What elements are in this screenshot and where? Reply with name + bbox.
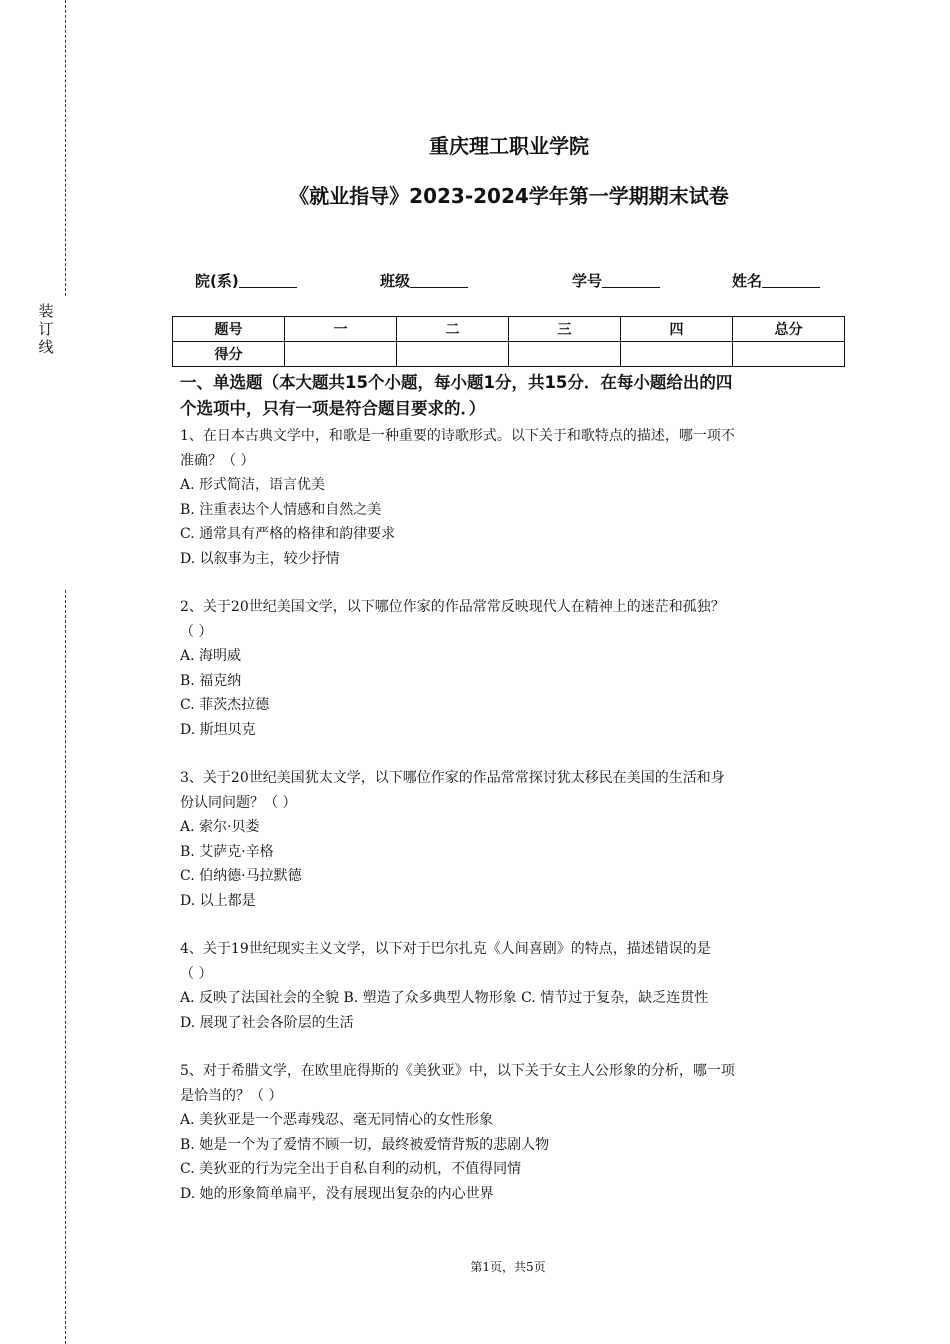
question-5 (180, 1059, 840, 1206)
name-blank[interactable] (762, 271, 820, 288)
question-stem: 份认同问题？（ ） (180, 794, 297, 811)
dept-field[interactable] (195, 270, 297, 291)
question-stem: 5、对于希腊文学，在欧里庇得斯的《美狄亚》中，以下关于女主人公形象的分析，哪一项 (180, 1063, 735, 1079)
question-option[interactable]: B. 福克纳 (180, 672, 242, 689)
question-option[interactable]: D. 以上都是 (180, 892, 256, 909)
score-input-cell[interactable] (733, 342, 845, 367)
binding-char: 线 (38, 338, 54, 356)
score-table-cell: 一 (285, 317, 397, 342)
exam-title: 《就业指导》2023-2024学年第一学期期末试卷 (289, 184, 729, 208)
score-table-header-row (173, 317, 845, 342)
question-option[interactable]: A. 海明威 (180, 648, 242, 664)
question-option[interactable]: B. 注重表达个人情感和自然之美 (180, 501, 382, 518)
question-option[interactable]: C. 伯纳德·马拉默德 (180, 868, 302, 884)
question-stem: （ ） (180, 623, 213, 640)
question-option[interactable]: D. 斯坦贝克 (180, 721, 256, 738)
question-stem: 4、关于19世纪现实主义文学，以下对于巴尔扎克《人间喜剧》的特点，描述错误的是 (180, 941, 711, 957)
dept-label: 院(系) (195, 272, 239, 290)
score-table-cell: 三 (509, 317, 621, 342)
class-field[interactable] (380, 270, 468, 291)
exam-content (180, 370, 840, 1206)
question-stem: 是恰当的？（ ） (180, 1087, 283, 1104)
binding-line-bottom (65, 590, 66, 1344)
student-info-row (0, 270, 950, 292)
score-input-cell[interactable] (397, 342, 509, 367)
student-no-label: 学号 (572, 272, 603, 290)
binding-label (38, 302, 54, 356)
question-option[interactable]: A. 反映了法国社会的全貌 B. 塑造了众多典型人物形象 C. 情节过于复杂，缺乏连贯性 (180, 990, 709, 1006)
binding-char: 订 (38, 320, 54, 338)
class-label: 班级 (380, 272, 411, 290)
question-3 (180, 766, 840, 913)
name-field[interactable] (732, 270, 820, 291)
question-4 (180, 937, 840, 1035)
score-table-cell: 二 (397, 317, 509, 342)
student-no-blank[interactable] (602, 271, 660, 288)
question-option[interactable]: C. 菲茨杰拉德 (180, 697, 270, 713)
question-option[interactable]: C. 美狄亚的行为完全出于自私自利的动机，不值得同情 (180, 1161, 522, 1177)
score-table-cell: 得分 (173, 342, 285, 367)
score-input-cell[interactable] (621, 342, 733, 367)
score-input-cell[interactable] (509, 342, 621, 367)
question-option[interactable]: D. 她的形象简单扁平，没有展现出复杂的内心世界 (180, 1185, 494, 1202)
score-table-cell: 四 (621, 317, 733, 342)
question-option[interactable]: A. 索尔·贝娄 (180, 819, 260, 835)
question-option[interactable]: A. 美狄亚是一个恶毒残忍、毫无同情心的女性形象 (180, 1112, 494, 1128)
dept-blank[interactable] (239, 271, 297, 288)
question-option[interactable]: D. 以叙事为主，较少抒情 (180, 550, 340, 567)
section-title-line: 一、单选题（本大题共15个小题，每小题1分，共15分．在每小题给出的四 (180, 373, 733, 392)
score-table-cell: 题号 (173, 317, 285, 342)
question-stem: 3、关于20世纪美国犹太文学，以下哪位作家的作品常常探讨犹太移民在美国的生活和身 (180, 770, 725, 786)
question-option[interactable]: A. 形式简洁，语言优美 (180, 477, 326, 493)
question-stem: （ ） (180, 965, 213, 982)
question-option[interactable]: C. 通常具有严格的格律和韵律要求 (180, 526, 396, 542)
name-label: 姓名 (732, 272, 763, 290)
class-blank[interactable] (410, 271, 468, 288)
score-input-cell[interactable] (285, 342, 397, 367)
question-option[interactable]: D. 展现了社会各阶层的生活 (180, 1014, 354, 1031)
section-title-line: 个选项中，只有一项是符合题目要求的．） (180, 399, 486, 418)
question-stem: 2、关于20世纪美国文学，以下哪位作家的作品常常反映现代人在精神上的迷茫和孤独？ (180, 599, 725, 615)
question-option[interactable]: B. 艾萨克·辛格 (180, 843, 274, 860)
question-stem: 1、在日本古典文学中，和歌是一种重要的诗歌形式。以下关于和歌特点的描述，哪一项不 (180, 428, 735, 444)
student-no-field[interactable] (572, 270, 660, 291)
score-table-score-row (173, 342, 845, 367)
page-footer: 第1页，共5页 (470, 1260, 546, 1274)
question-1 (180, 424, 840, 571)
score-table (172, 316, 845, 367)
question-option[interactable]: B. 她是一个为了爱情不顾一切，最终被爱情背叛的悲剧人物 (180, 1136, 550, 1153)
score-table-cell: 总分 (733, 317, 845, 342)
binding-char: 装 (38, 302, 54, 320)
section-title (180, 370, 840, 422)
school-name: 重庆理工职业学院 (429, 134, 589, 158)
question-stem: 准确？（ ） (180, 452, 255, 469)
question-2 (180, 595, 840, 742)
